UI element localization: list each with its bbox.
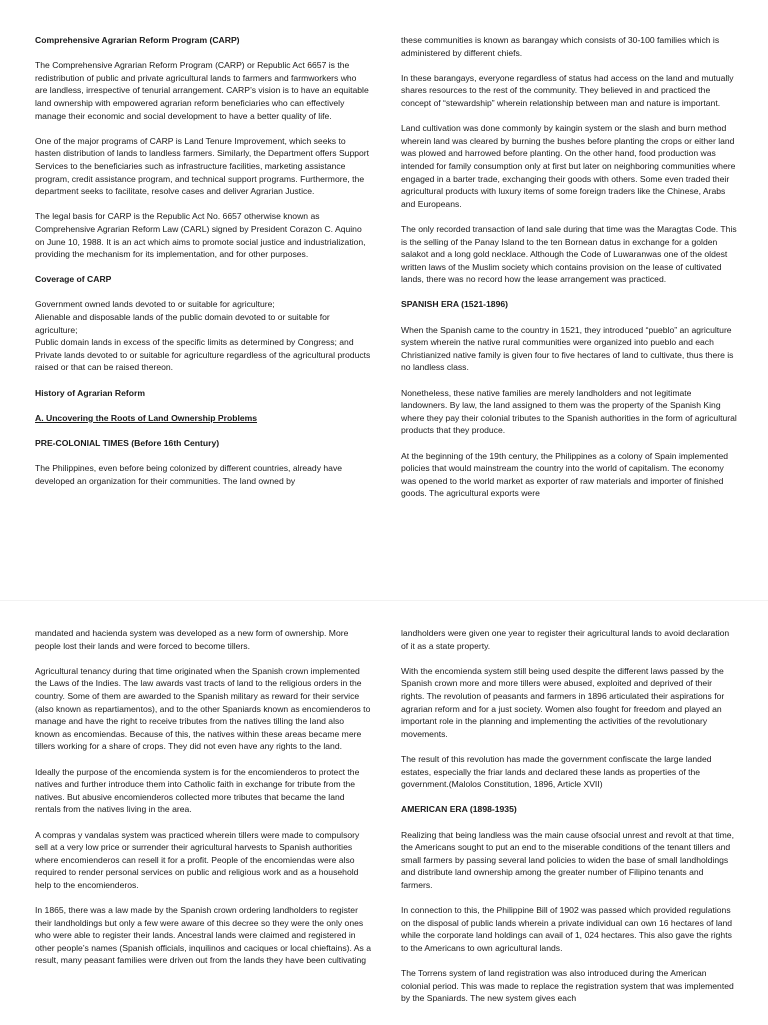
page2-left-column: [35, 627, 371, 980]
coverage-heading: Coverage of CARP: [35, 274, 112, 285]
paragraph: The legal basis for CARP is the Republic Act No. 6657 otherwise known as Comprehensive Agrarian Reform Law (CARL) signed by President Corazon C. Aquino on June 10, 1988. It is an act which aims to promote social justice and industrialization, providing the mechanism for its implementation, and for other purposes.: [35, 211, 366, 260]
paragraph: landholders were given one year to register their agricultural lands to avoid declaration of it as a state property.: [401, 628, 730, 651]
paragraph: With the encomienda system still being used despite the different laws passed by the Spanish crown more and more tillers were abused, exploited and deprived of their rights. The revolution of peasants and farmers in 1896 articulated their aspirations for agrarian reform and for a just society. Women also fought for freedom and played an important role in the planning and implementing the activities of the revolutionary movements.: [401, 665, 725, 739]
paragraph: A compras y vandalas system was practiced wherein tillers were made to compulsory sell at a very low price or surrender their agricultural harvests to Spanish authorities where encomienderos can resell it for a profit. People of the encomiendas were also required to render personal services on public and religious work and as a household help to the encomienderos.: [35, 829, 360, 890]
paragraph: In 1865, there was a law made by the Spanish crown ordering landholders to register their landholdings but only a few were aware of this decree so they were the only ones who were able to register their lands. Ancestral lands were claimed and registered in other people’s names (Spanish officials, inquilinos and caciques or local chieftains). As a result, many peasant families were driven out from the lands they have been cultivating: [35, 905, 371, 966]
american-era-heading: AMERICAN ERA (1898-1935): [401, 804, 517, 815]
document-page-2: [0, 600, 768, 1025]
paragraph: mandated and hacienda system was developed as a new form of ownership. More people lost their lands and were forced to become tillers.: [35, 628, 349, 651]
paragraph: these communities is known as barangay which consists of 30-100 families which is administered by different chiefs.: [401, 35, 720, 58]
doc-title: Comprehensive Agrarian Reform Program (CARP): [35, 35, 240, 45]
coverage-list: [35, 298, 371, 374]
section-a-heading: A. Uncovering the Roots of Land Ownership Problems: [35, 412, 258, 423]
paragraph: The only recorded transaction of land sale during that time was the Maragtas Code. This is the selling of the Panay Island to the ten Bornean datus in exchange for a golden salakot and a long gold necklace. Although the Code of Luwaranwas one of the oldest written laws of the Muslim society which contains provision on the lease of cultivated lands, there was no record how the lease arrangement was practiced.: [401, 223, 737, 285]
coverage-item: Government owned lands devoted to or suitable for agriculture;: [35, 299, 275, 310]
paragraph: When the Spanish came to the country in 1521, they introduced “pueblo” an agriculture system wherein the native rural communities were organized into pueblo and each Christianized native family is given four to five hectares of land to cultivate, thus there is no landless class.: [401, 324, 734, 373]
paragraph: Nonetheless, these native families are merely landholders and not legitimate landowners. By law, the land assigned to them was the property of the Spanish King where they pay their colonial tributes to the Spanish authorities in the form of agricultural products that they produce.: [401, 387, 737, 436]
paragraph: The result of this revolution has made the government confiscate the large landed estates, especially the friar lands and declared these lands as properties of the government.(Malolos Constitution, 1896, Article XVII): [401, 753, 712, 790]
precolonial-heading: PRE-COLONIAL TIMES (Before 16th Century): [35, 438, 220, 448]
coverage-item: Alienable and disposable lands of the public domain devoted to or suitable for agriculture;: [35, 312, 330, 335]
spanish-era-heading: SPANISH ERA (1521-1896): [401, 299, 508, 310]
paragraph: The Philippines, even before being colonized by different countries, already have developed an organization for their communities. The land owned by: [35, 463, 343, 486]
paragraph: In these barangays, everyone regardless of status had access on the land and mutually shares resources to the rest of the community. They believed in and practiced the concept of “stewardship” wherein relationship between man and nature is important.: [401, 72, 734, 108]
paragraph: Ideally the purpose of the encomienda system is for the encomienderos to protect the natives and further introduce them into Catholic faith in exchange for tribute from the natives. But abusive encomienderos collected more tributes that became the land rentals from the natives living in the area.: [35, 766, 360, 815]
paragraph: Realizing that being landless was the main cause ofsocial unrest and revolt at that time, the Americans sought to put an end to the miserable conditions of the tenant tillers and small farmers by passing several land policies to widen the base of small landholdings and distribute land ownership among the greater number of Filipino tenants and farmers.: [401, 829, 734, 890]
page2-right-column: [401, 627, 737, 1017]
paragraph: Land cultivation was done commonly by kaingin system or the slash and burn method wherein land was cleared by burning the bushes before planting the crops or either land was plowed and harrowed before planting. On the other hand, food production was intended for family consumption only at first but later on neighboring communities where engaged in a barter trade, exchanging their goods with others. Some even traded their agricultural products with luxury items of some foreign traders like the Chinese, Arabs and Europeans.: [401, 123, 736, 209]
paragraph: In connection to this, the Philippine Bill of 1902 was passed which provided regulations on the disposal of public lands wherein a private individual can own 16 hectares of land while the corporate land holdings can avail of 1, 024 hectares. This also gave the rights to the Americans to own agricultural lands.: [401, 905, 733, 953]
paragraph: One of the major programs of CARP is Land Tenure Improvement, which seeks to hasten distribution of lands to landless farmers. Similarly, the Department offers Support Services to the beneficiaries such as infrastructure facilities, marketing assistance program, credit assistance program, and technical support programs. Furthermore, the department seeks to facilitate, resolve cases and deliver Agrarian Justice.: [35, 135, 370, 197]
history-heading: History of Agrarian Reform: [35, 387, 145, 398]
paragraph: The Torrens system of land registration was also introduced during the American colonial period. This was made to replace the registration system that was implemented by the Spaniards. The new system gives each: [401, 968, 734, 1004]
paragraph: The Comprehensive Agrarian Reform Program (CARP) or Republic Act 6657 is the redistribution of public and private agricultural lands to farmers and farmworkers who are landless, irrespective of tenurial arrangement. CARP’s vision is to have an equitable land ownership with empowered agrarian reform beneficiaries who can effectively manage their economic and social development to have a better quality of life.: [35, 60, 369, 121]
page1-right-column: [401, 34, 737, 513]
paragraph: Agricultural tenancy during that time originated when the Spanish crown implemented the Laws of the Indies. The law awards vast tracts of land to the religious orders in the country. Some of them are awarded to the Spanish military as reward for their service (also known as repartiamentos), and to the other Spaniards known as encomienderos to manage and have the right to receive tributes from the natives tilling the land also known as encomiendas. Because of this, the natives within these areas became mere tillers working for a share of crops. They did not even have any rights to the land.: [35, 665, 371, 752]
page1-left-column: [35, 34, 371, 500]
coverage-item: Private lands devoted to or suitable for agriculture regardless of the agricultural products raised or that can be raised thereon.: [35, 349, 371, 373]
paragraph: At the beginning of the 19th century, the Philippines as a colony of Spain implemented policies that would mainstream the country into the world of capitalism. The economy was opened to the world market as exporter of raw materials and importer of finished goods. The agricultural exports were: [401, 450, 729, 499]
coverage-item: Public domain lands in excess of the specific limits as determined by Congress; and: [35, 337, 354, 348]
